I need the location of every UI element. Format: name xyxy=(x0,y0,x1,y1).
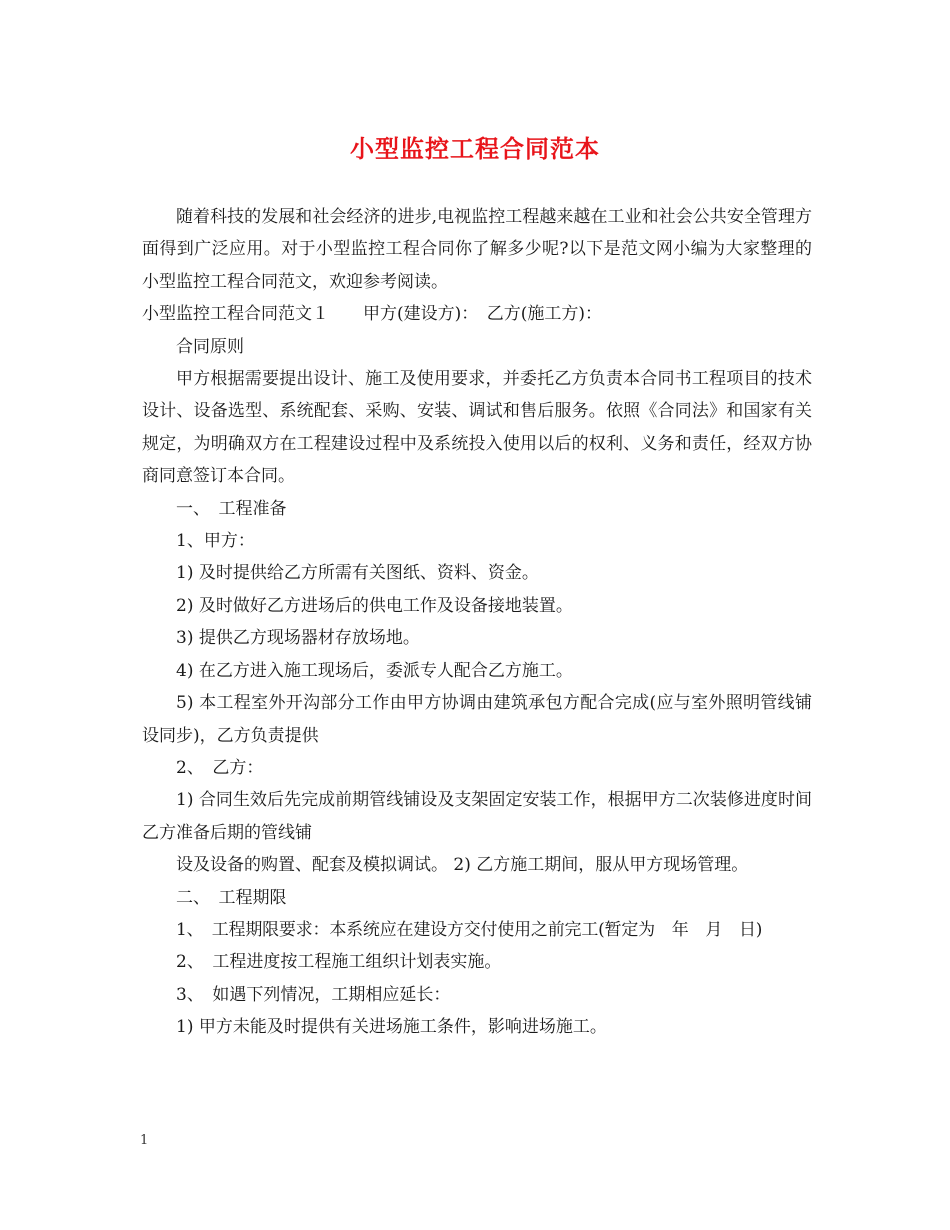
section-heading-preparation: 一、 工程准备 xyxy=(176,498,287,519)
paragraph-principle-heading: 合同原则 xyxy=(176,336,244,357)
list-item-continuation: 设及设备的购置、配套及模拟调试。 2) 乙方施工期间，服从甲方现场管理。 xyxy=(176,855,749,876)
list-item: 4) 在乙方进入施工现场后，委派专人配合乙方施工。 xyxy=(176,660,573,681)
paragraph-principle: 甲方根据需要提出设计、施工及使用要求，并委托乙方负责本合同书工程项目的技术设计、设备选型、系统配套、采购、安装、调试和售后服务。依照《合同法》和国家有关规定，为明确双方在工程建设过程中及系统投入使用以后的权利、义务和责任，经双方协商同意签订本合同。 xyxy=(142,369,812,487)
section-heading-duration: 二、 工程期限 xyxy=(176,887,287,908)
list-item: 5) 本工程室外开沟部分工作由甲方协调由建筑承包方配合完成(应与室外照明管线铺设同步)，乙方负责提供 xyxy=(142,693,812,746)
list-item: 2) 及时做好乙方进场后的供电工作及设备接地装置。 xyxy=(176,595,573,616)
list-item: 1、 工程期限要求：本系统应在建设方交付使用之前完工(暂定为 年 月 日) xyxy=(176,919,763,940)
paragraph-contract-parties: 小型监控工程合同范文１ 甲方(建设方)： 乙方(施工方)： xyxy=(142,304,603,325)
document-title: 小型监控工程合同范本 xyxy=(350,134,600,163)
list-item: 1) 及时提供给乙方所需有关图纸、资料、资金。 xyxy=(176,563,539,584)
document-body xyxy=(142,201,812,1044)
list-item: 3、 如遇下列情况，工期相应延长： xyxy=(176,984,451,1005)
subsection-party-a: 1、甲方： xyxy=(176,531,255,552)
list-item: 3) 提供乙方现场器材存放场地。 xyxy=(176,628,420,649)
list-item: 1) 合同生效后先完成前期管线铺设及支架固定安装工作，根据甲方二次装修进度时间乙方准备后期的管线铺 xyxy=(142,790,812,843)
subsection-party-b: 2、 乙方： xyxy=(176,757,264,778)
page-number: 1 xyxy=(140,1133,149,1148)
list-item: 2、 工程进度按工程施工组织计划表实施。 xyxy=(176,952,502,973)
paragraph-intro: 随着科技的发展和社会经济的进步,电视监控工程越来越在工业和社会公共安全管理方面得到广泛应用。对于小型监控工程合同你了解多少呢?以下是范文网小编为大家整理的小型监控工程合同范文，欢迎参考阅读。 xyxy=(142,207,812,292)
list-item: 1) 甲方未能及时提供有关进场施工条件，影响进场施工。 xyxy=(176,1017,607,1038)
